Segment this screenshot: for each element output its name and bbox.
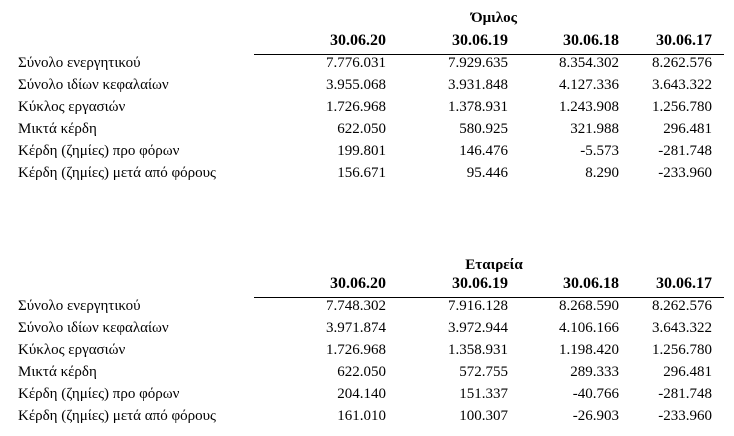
cell-value: 3.955.068 (326, 77, 386, 93)
column-header: 30.06.20 (330, 32, 386, 49)
cell-value: 204.140 (337, 386, 386, 402)
table-row (0, 386, 734, 408)
cell-value: -281.748 (658, 386, 712, 402)
row-label: Κέρδη (ζημίες) προ φόρων (18, 386, 180, 402)
cell-value: 3.972.944 (448, 320, 508, 336)
cell-value: 146.476 (459, 143, 508, 159)
cell-value: 1.198.420 (559, 342, 619, 358)
cell-value: 8.290 (585, 165, 619, 181)
row-label: Μικτά κέρδη (18, 121, 97, 137)
cell-value: -233.960 (658, 165, 712, 181)
cell-value: 8.262.576 (652, 55, 712, 71)
table-row (0, 55, 734, 77)
column-header: 30.06.17 (656, 32, 712, 49)
cell-value: 622.050 (337, 364, 386, 380)
cell-value: 321.988 (570, 121, 619, 137)
cell-value: 3.643.322 (652, 77, 712, 93)
cell-value: 1.358.931 (448, 342, 508, 358)
cell-value: 580.925 (459, 121, 508, 137)
table-row (0, 320, 734, 342)
cell-value: 622.050 (337, 121, 386, 137)
cell-value: -281.748 (658, 143, 712, 159)
cell-value: 1.256.780 (652, 342, 712, 358)
cell-value: 8.262.576 (652, 298, 712, 314)
column-header: 30.06.20 (330, 275, 386, 292)
table-row (0, 364, 734, 386)
company-table-header (254, 275, 724, 298)
group-table-title: Όμιλος (470, 10, 518, 26)
cell-value: 1.726.968 (326, 342, 386, 358)
cell-value: 296.481 (663, 364, 712, 380)
row-label: Σύνολο ιδίων κεφαλαίων (18, 77, 169, 93)
cell-value: -26.903 (572, 408, 619, 424)
row-label: Κέρδη (ζημίες) μετά από φόρους (18, 408, 216, 424)
cell-value: 3.971.874 (326, 320, 386, 336)
cell-value: 156.671 (337, 165, 386, 181)
company-table-title: Εταιρεία (465, 257, 523, 273)
cell-value: 296.481 (663, 121, 712, 137)
column-header: 30.06.17 (656, 275, 712, 292)
column-header: 30.06.19 (452, 32, 508, 49)
table-row (0, 342, 734, 364)
cell-value: 95.446 (466, 165, 508, 181)
cell-value: 199.801 (337, 143, 386, 159)
column-header: 30.06.18 (563, 275, 619, 292)
column-header: 30.06.18 (563, 32, 619, 49)
cell-value: -5.573 (580, 143, 619, 159)
cell-value: 8.354.302 (559, 55, 619, 71)
cell-value: 7.776.031 (326, 55, 386, 71)
table-row (0, 121, 734, 143)
cell-value: -233.960 (658, 408, 712, 424)
cell-value: 289.333 (570, 364, 619, 380)
table-row (0, 77, 734, 99)
cell-value: 3.931.848 (448, 77, 508, 93)
cell-value: 8.268.590 (559, 298, 619, 314)
table-row (0, 99, 734, 121)
group-table-header (254, 32, 724, 55)
cell-value: 1.243.908 (559, 99, 619, 115)
cell-value: 7.929.635 (448, 55, 508, 71)
row-label: Κύκλος εργασιών (18, 99, 126, 115)
cell-value: -40.766 (572, 386, 619, 402)
row-label: Σύνολο ιδίων κεφαλαίων (18, 320, 169, 336)
cell-value: 151.337 (459, 386, 508, 402)
row-label: Κέρδη (ζημίες) μετά από φόρους (18, 165, 216, 181)
cell-value: 7.748.302 (326, 298, 386, 314)
row-label: Σύνολο ενεργητικού (18, 298, 141, 314)
cell-value: 1.726.968 (326, 99, 386, 115)
cell-value: 7.916.128 (448, 298, 508, 314)
cell-value: 4.127.336 (559, 77, 619, 93)
row-label: Κέρδη (ζημίες) προ φόρων (18, 143, 180, 159)
row-label: Κύκλος εργασιών (18, 342, 126, 358)
row-label: Μικτά κέρδη (18, 364, 97, 380)
table-row (0, 298, 734, 320)
cell-value: 161.010 (337, 408, 386, 424)
cell-value: 1.378.931 (448, 99, 508, 115)
table-row (0, 408, 734, 430)
cell-value: 572.755 (459, 364, 508, 380)
cell-value: 3.643.322 (652, 320, 712, 336)
column-header: 30.06.19 (452, 275, 508, 292)
table-row (0, 165, 734, 187)
row-label: Σύνολο ενεργητικού (18, 55, 141, 71)
cell-value: 4.106.166 (559, 320, 619, 336)
table-row (0, 143, 734, 165)
cell-value: 100.307 (459, 408, 508, 424)
cell-value: 1.256.780 (652, 99, 712, 115)
